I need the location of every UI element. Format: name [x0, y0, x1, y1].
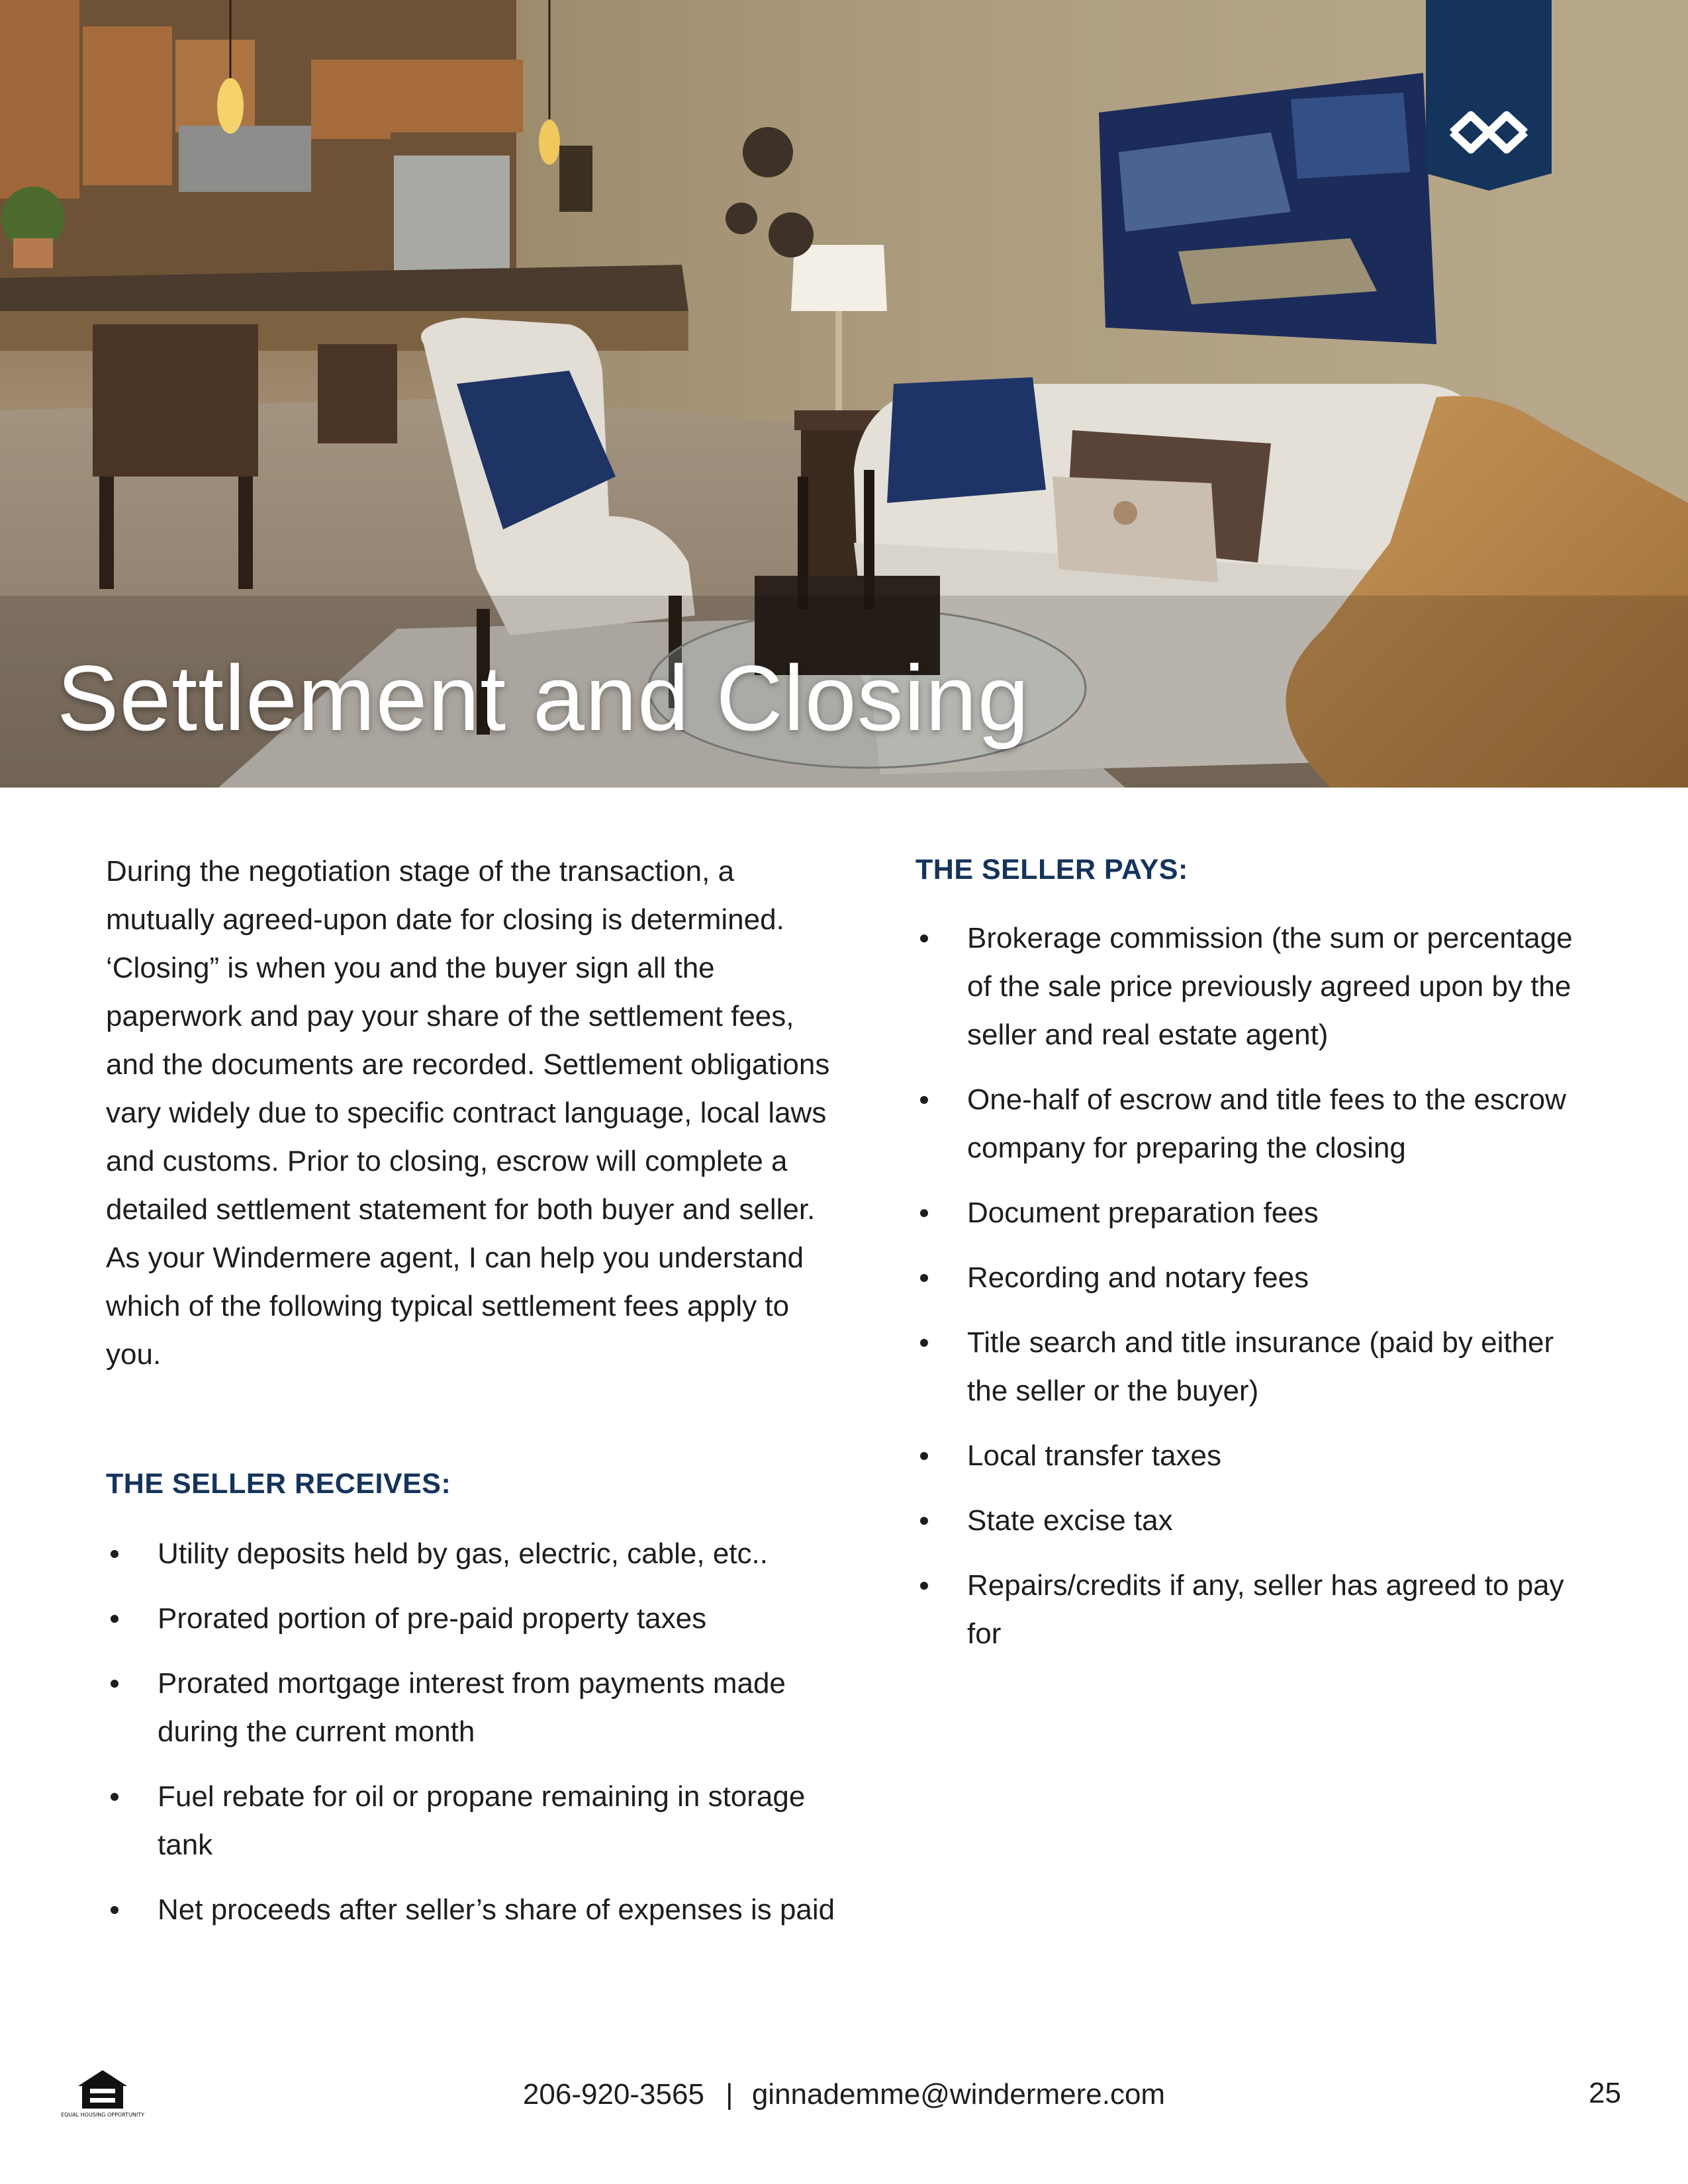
list-item: State excise tax: [915, 1496, 1584, 1545]
list-item: Prorated portion of pre-paid property taxes: [106, 1594, 854, 1643]
equal-housing-label: EQUAL HOUSING OPPORTUNITY: [60, 2112, 145, 2118]
phone-number[interactable]: 206-920-3565: [522, 2078, 704, 2111]
page-number: 25: [1589, 2077, 1621, 2109]
list-item: Local transfer taxes: [915, 1432, 1584, 1480]
list-item: Recording and notary fees: [915, 1253, 1584, 1302]
list-item: Fuel rebate for oil or propane remaining in storage tank: [106, 1772, 854, 1869]
seller-receives-heading: THE SELLER RECEIVES:: [106, 1468, 451, 1500]
list-item: Net proceeds after seller’s share of expenses is paid: [106, 1886, 854, 1934]
intro-column: [106, 847, 847, 1379]
list-item: Title search and title insurance (paid by either the seller or the buyer): [915, 1318, 1584, 1415]
brand-ribbon: [1426, 0, 1552, 191]
email-link[interactable]: ginnademme@windermere.com: [751, 2078, 1166, 2111]
list-item: Brokerage commission (the sum or percentage of the sale price previously agreed upon by the seller and real estate agent): [915, 914, 1584, 1059]
list-item: Repairs/credits if any, seller has agreed to pay for: [915, 1561, 1584, 1658]
list-item: One-half of escrow and title fees to the escrow company for preparing the closing: [915, 1075, 1584, 1172]
page-title: Settlement and Closing: [57, 646, 1030, 750]
list-item: Utility deposits held by gas, electric, cable, etc..: [106, 1529, 854, 1578]
list-item: Prorated mortgage interest from payments made during the current month: [106, 1659, 854, 1756]
footer-contact: [0, 2078, 1688, 2111]
footer-separator: |: [726, 2078, 733, 2111]
seller-pays-heading: THE SELLER PAYS:: [915, 854, 1188, 886]
list-item: Document preparation fees: [915, 1189, 1584, 1237]
intro-paragraph: During the negotiation stage of the transaction, a mutually agreed-upon date for closing is determined. ‘Closing” is when you and the buyer sign all the paperwork and pay your share of the settlement fees, and the documents are recorded. Settlement obligations vary widely due to specific contract language, local laws and customs. Prior to closing, escrow will complete a detailed settlement statement for both buyer and seller. As your Windermere agent, I can help you understand which of the following typical settlement fees apply to you.: [106, 855, 830, 1371]
seller-receives-list: [106, 1529, 854, 1950]
seller-pays-list: [915, 914, 1584, 1674]
